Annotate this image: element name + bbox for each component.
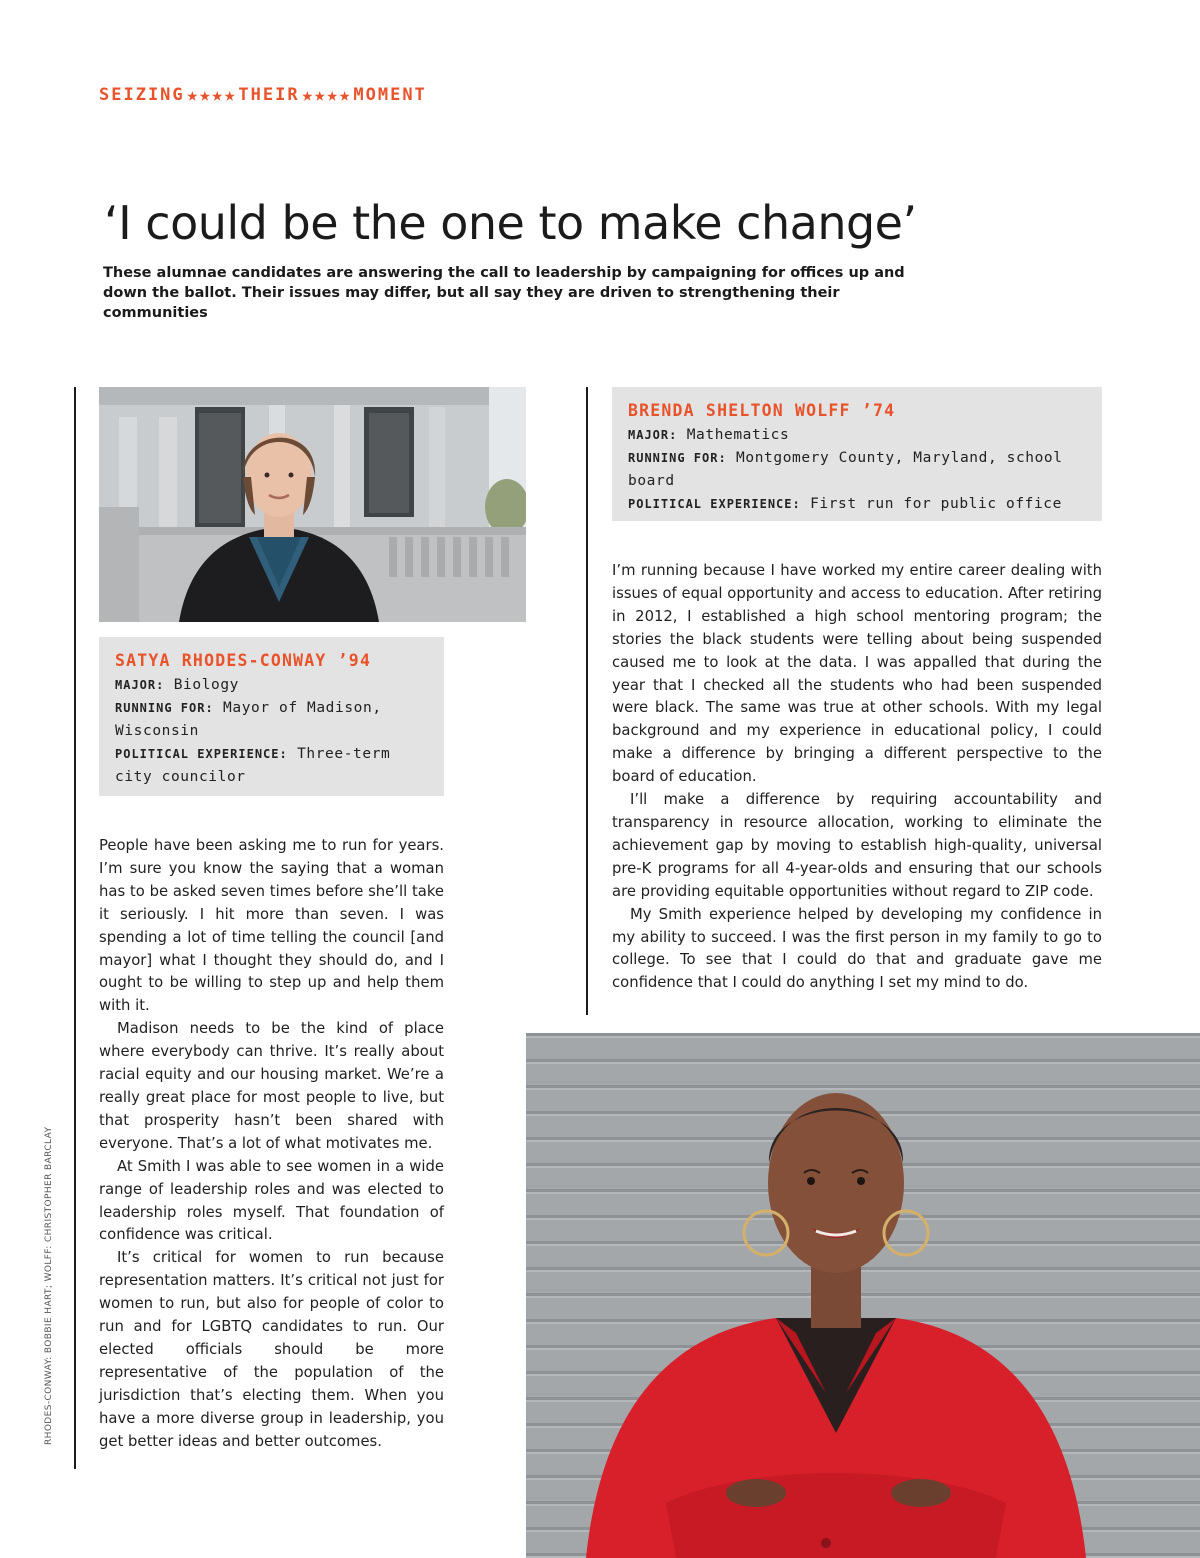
star-icons: ★★★★ <box>186 84 237 106</box>
column-rule-center <box>586 387 588 1015</box>
paragraph: People have been asking me to run for years. I’m sure you know the saying that a woman has to be asked seven times before she’ll take it seriously. I hit more than seven. I was spending a lot of time telling the council [and mayor] what I thought they should do, and I ought to be willing to step up and help them with it. <box>99 837 444 1015</box>
candidate-major: MAJOR: Biology <box>115 677 240 693</box>
portrait-wolff-image <box>526 1033 1200 1558</box>
kicker-word-their: THEIR <box>238 85 300 105</box>
body-rhodes-conway <box>99 835 444 1453</box>
photo-wolff <box>526 1033 1200 1558</box>
candidate-running-for: RUNNING FOR: Montgomery County, Maryland, school board <box>628 450 1063 489</box>
paragraph: I’m running because I have worked my entire career dealing with issues of equal opportunity and access to education. After retiring in 2012, I established a high school mentoring program; the stories the black students were telling about being suspended caused me to look at the data. I was appalled that during the year that I checked all the students who had been suspended were black. The same was true at other schools. With my legal background and my experience in educational policy, I could make a difference by bringing a different perspective to the board of education. <box>612 562 1102 786</box>
candidate-card-wolff <box>612 387 1102 521</box>
candidate-card-rhodes-conway <box>99 637 444 796</box>
page-headline: ‘I could be the one to make change’ <box>104 196 917 250</box>
candidate-name: SATYA RHODES-CONWAY ’94 <box>115 651 372 670</box>
paragraph: Madison needs to be the kind of place where everybody can thrive. It’s really about racial equity and our housing market. We’re a really great place for most people to live, but that prosperity hasn’t been shared with everyone. That’s a lot of what motivates me. <box>99 1020 444 1152</box>
paragraph: It’s critical for women to run because representation matters. It’s critical not just for women to run, but also for people of color to run and for LGBTQ candidates to run. Our elected officials should be more representative of the population of the jurisdiction that’s electing them. When you have a more diverse group in leadership, you get better ideas and better outcomes. <box>99 1249 444 1450</box>
candidate-name: BRENDA SHELTON WOLFF ’74 <box>628 401 896 420</box>
candidate-running-for: RUNNING FOR: Mayor of Madison, Wisconsin <box>115 700 382 739</box>
section-kicker <box>99 84 427 106</box>
candidate-major: MAJOR: Mathematics <box>628 427 790 443</box>
portrait-rhodes-conway-image <box>99 387 526 622</box>
photo-rhodes-conway <box>99 387 526 622</box>
body-wolff <box>612 560 1102 995</box>
page-dek: These alumnae candidates are answering the call to leadership by campaigning for offices up and down the ballot. Their issues may differ, but all say they are driven to strengthening their communities <box>103 265 905 321</box>
star-icons: ★★★★ <box>301 84 352 106</box>
candidate-experience: POLITICAL EXPERIENCE: First run for public office <box>628 496 1062 512</box>
kicker-word-moment: MOMENT <box>353 85 427 105</box>
paragraph: At Smith I was able to see women in a wide range of leadership roles and was elected to leadership roles myself. That foundation of confidence was critical. <box>99 1157 444 1244</box>
photo-credit: RHODES-CONWAY: BOBBIE HART; WOLFF: CHRISTOPHER BARCLAY <box>44 1126 54 1445</box>
candidate-experience: POLITICAL EXPERIENCE: Three-term city councilor <box>115 746 391 785</box>
paragraph: My Smith experience helped by developing my confidence in my ability to succeed. I was the first person in my family to go to college. To see that I could do that and graduate gave me confidence that I could do anything I set my mind to do. <box>612 905 1102 992</box>
kicker-word-seizing: SEIZING <box>99 85 185 105</box>
column-rule-left <box>74 387 76 1469</box>
paragraph: I’ll make a difference by requiring accountability and transparency in resource allocation, working to eliminate the achievement gap by moving to establish high-quality, universal pre-K programs for all 4-year-olds and ensuring that our schools are providing equitable opportunities without regard to ZIP code. <box>612 791 1102 900</box>
